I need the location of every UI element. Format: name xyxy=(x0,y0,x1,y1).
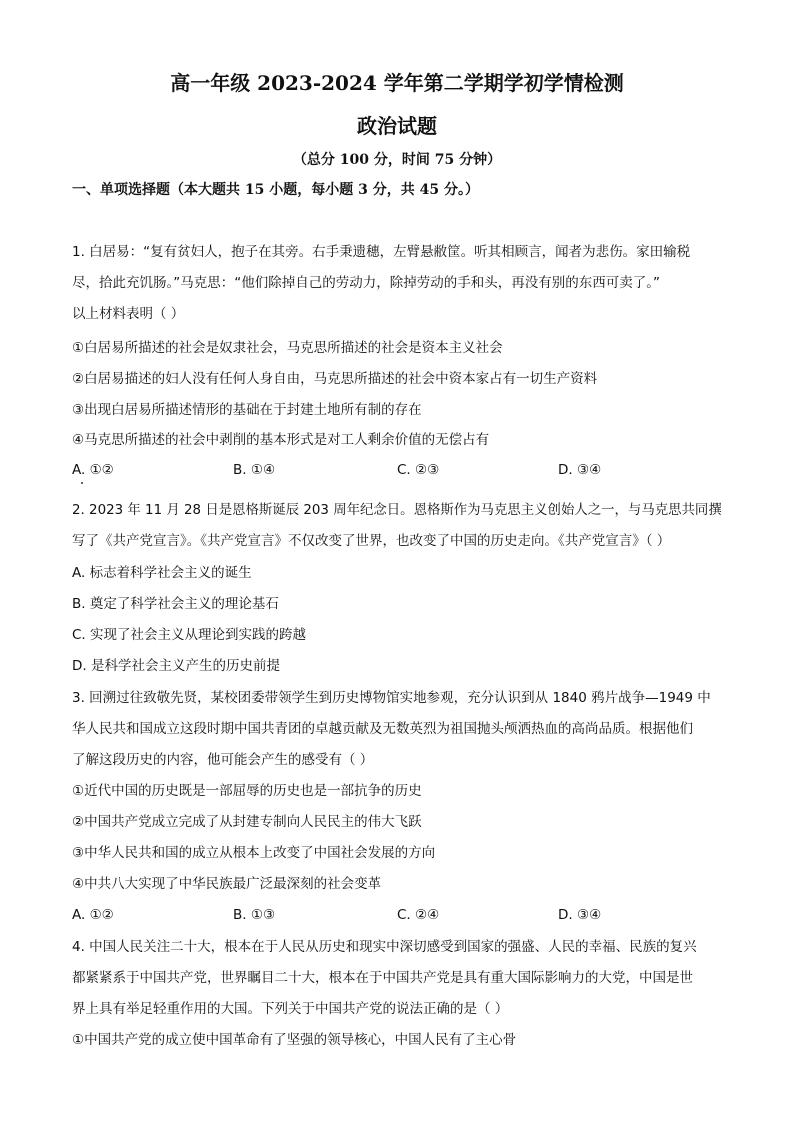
question-3-line-2: 华人民共和国成立这段时期中国共青团的卓越贡献及无数英烈为祖国抛头颅洒热血的高尚品质。根据他们 xyxy=(72,721,693,737)
question-4-line-1: 4. 中国人民关注二十大，根本在于人民从历史和现实中深切感受到国家的强盛、人民的幸福、民族的复兴 xyxy=(72,939,697,955)
question-1-options xyxy=(72,460,712,480)
exam-info: （总分 100 分，时间 75 分钟） xyxy=(292,152,502,168)
question-2-option-c[interactable]: C. 实现了社会主义从理论到实践的跨越 xyxy=(72,627,307,643)
exam-title: 高一年级 2023-2024 学年第二学期学初学情检测 xyxy=(170,71,624,95)
question-1-item-4: ④马克思所描述的社会中剥削的基本形式是对工人剩余价值的无偿占有 xyxy=(72,432,490,448)
question-1-stem-end: 以上材料表明（ ） xyxy=(72,306,185,322)
question-1-option-b[interactable]: B. ①④ xyxy=(233,462,276,478)
question-3-options xyxy=(72,905,712,925)
question-3-item-2: ②中国共产党成立完成了从封建专制向人民民主的伟大飞跃 xyxy=(72,814,422,830)
question-3-item-4: ④中共八大实现了中华民族最广泛最深刻的社会变革 xyxy=(72,876,382,892)
question-3-item-3: ③中华人民共和国的成立从根本上改变了中国社会发展的方向 xyxy=(72,845,436,861)
question-3-line-3: 了解这段历史的内容，他可能会产生的感受有（ ） xyxy=(72,752,374,768)
question-1-line-1: 1. 白居易：“复有贫妇人，抱子在其旁。右手秉遗穗，左臂悬敝筐。听其相顾言，闻者为悲伤。家田输税 xyxy=(72,244,691,260)
question-3-option-c[interactable]: C. ②④ xyxy=(397,907,440,923)
question-1-item-3: ③出现白居易所描述情形的基础在于封建土地所有制的存在 xyxy=(72,402,422,418)
exam-subject: 政治试题 xyxy=(357,114,437,138)
question-2-option-a[interactable]: A. 标志着科学社会主义的诞生 xyxy=(72,565,252,581)
stray-dot-mark xyxy=(81,482,83,484)
question-4-line-2: 都紧紧系于中国共产党，世界瞩目二十大，根本在于中国共产党是具有重大国际影响力的大党，中国是世 xyxy=(72,970,693,986)
question-3-line-1: 3. 回溯过往致敬先贤，某校团委带领学生到历史博物馆实地参观，充分认识到从 1840 鸦片战争—1949 中 xyxy=(72,690,711,706)
question-2-option-d[interactable]: D. 是科学社会主义产生的历史前提 xyxy=(72,658,280,674)
question-3-option-a[interactable]: A. ①② xyxy=(72,907,114,923)
question-1-item-2: ②白居易描述的妇人没有任何人身自由，马克思所描述的社会中资本家占有一切生产资料 xyxy=(72,371,598,387)
question-4-line-3: 界上具有举足轻重作用的大国。下列关于中国共产党的说法正确的是（ ） xyxy=(72,1001,509,1017)
question-1-option-d[interactable]: D. ③④ xyxy=(558,462,602,478)
question-2-line-1: 2. 2023 年 11 月 28 日是恩格斯诞辰 203 周年纪念日。恩格斯作为马克思主义创始人之一，与马克思共同撰 xyxy=(72,502,722,518)
question-4-item-1: ①中国共产党的成立使中国革命有了坚强的领导核心，中国人民有了主心骨 xyxy=(72,1032,517,1048)
question-3-option-b[interactable]: B. ①③ xyxy=(233,907,276,923)
question-2-line-2: 写了《共产党宣言》。《共产党宣言》不仅改变了世界，也改变了中国的历史走向。《共产党宣言》（ ） xyxy=(72,533,671,549)
question-1-option-a[interactable]: A. ①② xyxy=(72,462,114,478)
question-1-option-c[interactable]: C. ②③ xyxy=(397,462,440,478)
question-1-item-1: ①白居易所描述的社会是奴隶社会，马克思所描述的社会是资本主义社会 xyxy=(72,340,503,356)
section-heading: 一、单项选择题（本大题共 15 小题，每小题 3 分，共 45 分。） xyxy=(72,182,479,198)
question-3-option-d[interactable]: D. ③④ xyxy=(558,907,602,923)
question-1-line-2: 尽，拾此充饥肠。”马克思：“他们除掉自己的劳动力，除掉劳动的手和头，再没有别的东西可卖了。” xyxy=(72,275,660,291)
question-2-option-b[interactable]: B. 奠定了科学社会主义的理论基石 xyxy=(72,596,279,612)
question-3-item-1: ①近代中国的历史既是一部屈辱的历史也是一部抗争的历史 xyxy=(72,783,422,799)
